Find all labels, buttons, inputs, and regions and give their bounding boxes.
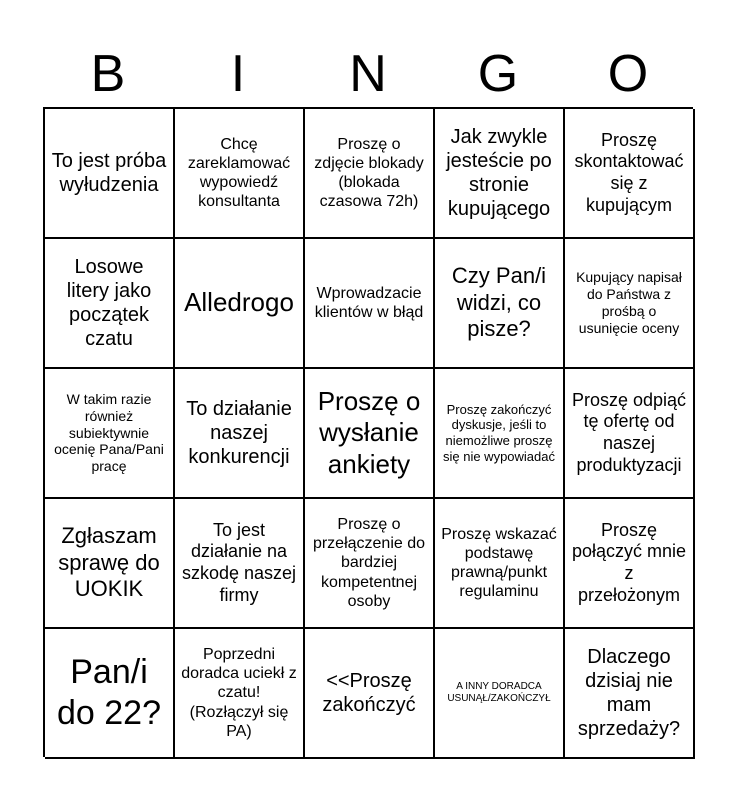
bingo-cell: Wprowadzacie klientów w błąd xyxy=(305,239,435,369)
bingo-cell: Czy Pan/i widzi, co pisze? xyxy=(435,239,565,369)
header-letter-o: O xyxy=(607,45,649,103)
bingo-cell: Dlaczego dzisiaj nie mam sprzedaży? xyxy=(565,629,695,759)
header-letter-g: G xyxy=(477,45,519,103)
header-letter-n: N xyxy=(349,45,387,103)
bingo-cell: Kupujący napisał do Państwa z prośbą o usunięcie oceny xyxy=(565,239,695,369)
bingo-cell: To jest działanie na szkodę naszej firmy xyxy=(175,499,305,629)
bingo-cell: Proszę skontaktować się z kupującym xyxy=(565,109,695,239)
header-letter-i: I xyxy=(230,45,246,103)
bingo-board xyxy=(43,107,693,757)
bingo-header xyxy=(43,42,693,106)
bingo-cell: To jest próba wyłudzenia xyxy=(45,109,175,239)
bingo-cell: Jak zwykle jesteście po stronie kupującego xyxy=(435,109,565,239)
bingo-cell: A INNY DORADCA USUNĄŁ/ZAKOŃCZYŁ xyxy=(435,629,565,759)
bingo-cell: W takim razie również subiektywnie ocenię Pana/Pani pracę xyxy=(45,369,175,499)
bingo-cell: <<Proszę zakończyć xyxy=(305,629,435,759)
bingo-cell: Alledrogo xyxy=(175,239,305,369)
bingo-cell: Proszę wskazać podstawę prawną/punkt regulaminu xyxy=(435,499,565,629)
bingo-cell: Losowe litery jako początek czatu xyxy=(45,239,175,369)
bingo-cell: Proszę zakończyć dyskusje, jeśli to niemożliwe proszę się nie wypowiadać xyxy=(435,369,565,499)
bingo-cell: Zgłaszam sprawę do UOKIK xyxy=(45,499,175,629)
bingo-cell: Proszę o przełączenie do bardziej kompetentnej osoby xyxy=(305,499,435,629)
bingo-cell: Proszę o wysłanie ankiety xyxy=(305,369,435,499)
bingo-cell: Pan/i do 22? xyxy=(45,629,175,759)
bingo-cell: Proszę połączyć mnie z przełożonym xyxy=(565,499,695,629)
bingo-cell: Poprzedni doradca uciekł z czatu! (Rozłączył się PA) xyxy=(175,629,305,759)
bingo-cell: Proszę o zdjęcie blokady (blokada czasowa 72h) xyxy=(305,109,435,239)
bingo-cell: Chcę zareklamować wypowiedź konsultanta xyxy=(175,109,305,239)
bingo-cell: Proszę odpiąć tę ofertę od naszej produktyzacji xyxy=(565,369,695,499)
header-letter-b: B xyxy=(90,45,126,103)
bingo-cell: To działanie naszej konkurencji xyxy=(175,369,305,499)
